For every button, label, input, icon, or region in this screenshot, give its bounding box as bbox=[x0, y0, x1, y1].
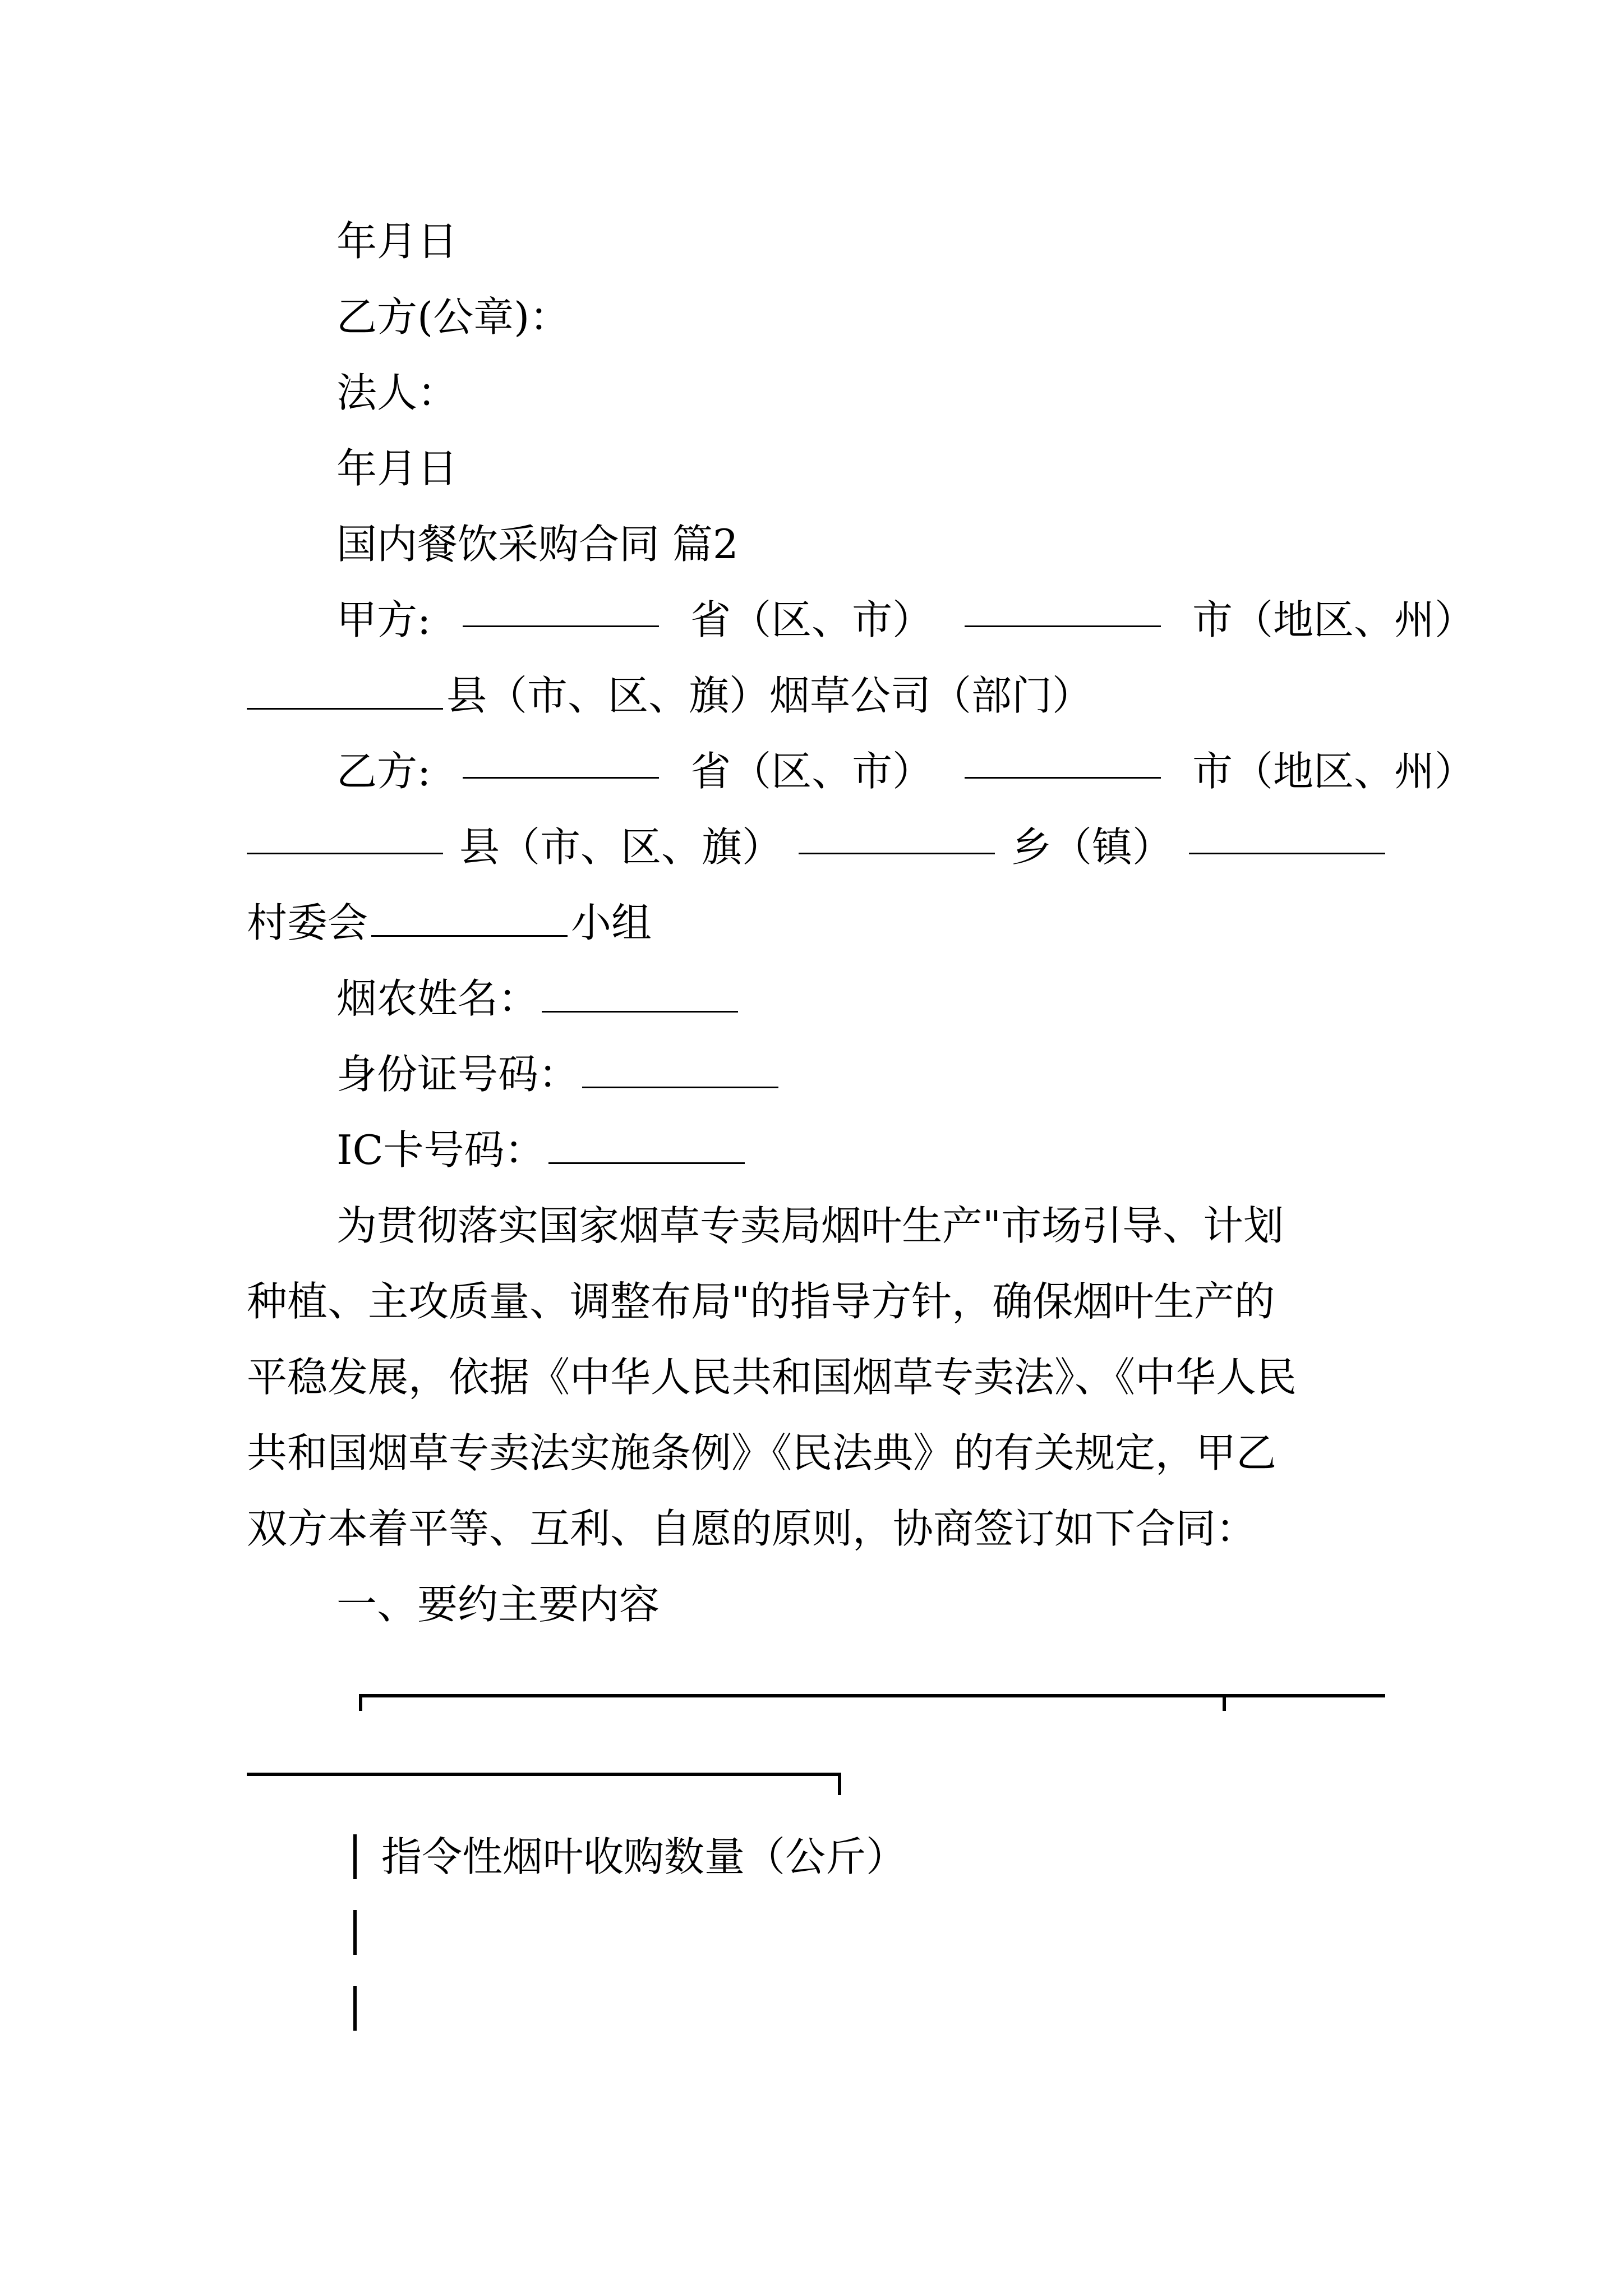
party-b-line-1 bbox=[247, 743, 1475, 799]
table-top-border-continued bbox=[247, 1773, 841, 1776]
party-a-city-blank bbox=[965, 592, 1161, 627]
party-a-province-text: 省（区、市） bbox=[690, 596, 933, 643]
id-number-label: 身份证号码： bbox=[336, 1051, 579, 1098]
party-b-province-text: 省（区、市） bbox=[690, 748, 933, 795]
table-row-3-left-border bbox=[353, 1986, 357, 2031]
preamble-line-1: 为贯彻落实国家烟草专卖局烟叶生产"市场引导、计划 bbox=[336, 1202, 1284, 1249]
party-b-county-blank bbox=[247, 819, 443, 854]
table-row-2-left-border bbox=[353, 1910, 357, 1955]
party-b-city-text: 市（地区、州） bbox=[1192, 748, 1475, 795]
date-line-1: 年月日 bbox=[336, 218, 458, 265]
party-a-province-blank bbox=[463, 592, 659, 627]
preamble-line-2: 种植、主攻质量、调整布局"的指导方针，确保烟叶生产的 bbox=[247, 1278, 1275, 1325]
id-number-line bbox=[247, 1046, 1475, 1102]
ic-card-label: IC卡号码： bbox=[336, 1126, 545, 1174]
party-b-line-2 bbox=[247, 819, 1385, 875]
section-heading: 国内餐饮采购合同 篇2 bbox=[336, 521, 739, 568]
ic-card-line bbox=[247, 1122, 1475, 1178]
table-top-junction bbox=[1223, 1694, 1226, 1711]
table-top-border bbox=[359, 1694, 1385, 1697]
table-top-right-corner bbox=[838, 1773, 841, 1795]
clause-1-heading: 一、要约主要内容 bbox=[336, 1581, 660, 1628]
party-a-county-text: 县（市、区、旗）烟草公司（部门） bbox=[446, 672, 1093, 719]
party-b-village-blank bbox=[1189, 819, 1385, 854]
preamble-line-4: 共和国烟草专卖法实施条例》《民法典》的有关规定，甲乙 bbox=[247, 1429, 1277, 1476]
party-b-group-blank bbox=[371, 901, 568, 937]
preamble-line-3: 平稳发展，依据《中华人民共和国烟草专卖法》、《中华人民 bbox=[247, 1354, 1297, 1401]
party-b-label: 乙方: bbox=[336, 748, 431, 795]
table-row-1-label: 指令性烟叶收购数量（公斤） bbox=[381, 1833, 907, 1880]
party-a-label: 甲方: bbox=[336, 596, 431, 643]
farmer-name-label: 烟农姓名： bbox=[336, 975, 539, 1022]
table-row-1-left-border bbox=[353, 1834, 357, 1879]
farmer-name-blank bbox=[542, 977, 738, 1013]
party-b-county-text: 县（市、区、旗） bbox=[459, 823, 782, 871]
party-b-seal-line: 乙方(公章)： bbox=[336, 293, 570, 341]
party-b-line-3 bbox=[247, 895, 1385, 951]
party-a-city-text: 市（地区、州） bbox=[1192, 596, 1475, 643]
party-b-village-text: 村委会 bbox=[247, 899, 368, 946]
farmer-name-line bbox=[247, 970, 1475, 1027]
party-b-city-blank bbox=[965, 743, 1161, 779]
table-top-left-corner bbox=[359, 1694, 362, 1711]
party-a-county-blank bbox=[247, 674, 443, 710]
id-number-blank bbox=[582, 1053, 778, 1088]
party-b-province-blank bbox=[463, 743, 659, 779]
preamble-line-5: 双方本着平等、互利、自愿的原则，协商签订如下合同： bbox=[247, 1505, 1257, 1552]
party-b-town-text: 乡（镇） bbox=[1011, 823, 1173, 871]
party-b-town-blank bbox=[799, 819, 995, 854]
legal-person-line: 法人： bbox=[336, 369, 458, 416]
ic-card-blank bbox=[548, 1129, 745, 1164]
party-a-line-1 bbox=[247, 592, 1475, 648]
date-line-2: 年月日 bbox=[336, 445, 458, 492]
party-b-group-text: 小组 bbox=[571, 899, 652, 946]
party-a-line-2 bbox=[247, 668, 1385, 724]
